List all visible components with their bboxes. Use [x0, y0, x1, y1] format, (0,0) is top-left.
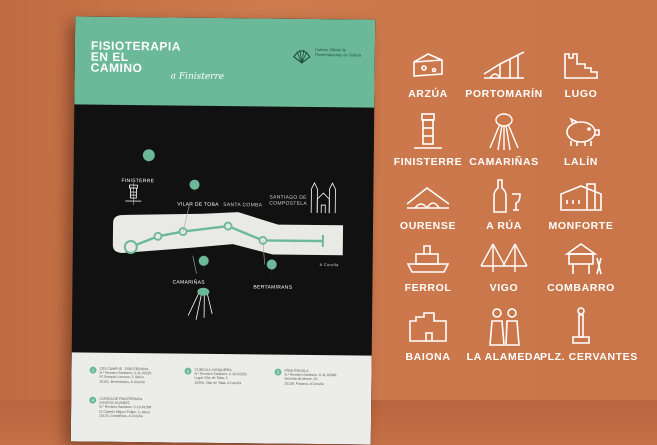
footer-3-line-4: 15138, Paizana, A Coruña — [284, 381, 324, 386]
footer-2-line-1: CLÍNICA A XUNQUEIRA — [194, 367, 232, 373]
icon-label-baiona: BAIONA — [405, 351, 451, 363]
stop-santa-comba — [225, 223, 232, 230]
icon-cell-lugo — [540, 44, 622, 100]
label-santiago-1: SANTIAGO DE — [269, 194, 307, 201]
footer-column-2 — [194, 368, 252, 385]
footer-1-line-4: 15101, Bertamiráns, A Coruña — [99, 379, 145, 384]
poster-footer — [71, 352, 372, 444]
granary-horreo-icon — [557, 238, 605, 278]
footer-1-line-3: R/ Xoaquín Lorenzo, 3. Baixo — [99, 375, 144, 380]
stop-a — [154, 233, 161, 240]
map-pin-2 — [199, 256, 209, 275]
icon-label-lugo: LUGO — [564, 88, 598, 100]
title-line-2: EN EL — [90, 49, 129, 65]
icon-label-alameda: LA ALAMEDA — [466, 351, 542, 363]
footer-number-2: 2 — [184, 368, 191, 375]
icon-label-vigo: VIGO — [489, 282, 519, 294]
footer-2-line-3: Lugar Vilar de Toba, 2 — [194, 376, 228, 381]
icon-cell-baiona — [387, 305, 469, 363]
ship-icon — [404, 238, 452, 278]
map-pin-3 — [189, 180, 199, 199]
lace-bobbins-icon — [188, 288, 212, 320]
column-monument-icon — [559, 305, 603, 347]
footer-column-4 — [99, 397, 157, 419]
pig-icon — [559, 110, 603, 152]
cathedral-icon — [311, 183, 335, 213]
icon-label-portomarin: PORTOMARÍN — [465, 88, 543, 100]
footer-4-line-4: 15125, Camariñas, A Coruña — [99, 413, 143, 418]
footer-2-line-2: N.º Rexistro Sanitario: C-10-02255 — [194, 371, 247, 377]
stop-vilar — [179, 228, 186, 235]
map-pin-4 — [143, 149, 155, 171]
icon-label-cervantes: PLZ. CERVANTES — [540, 351, 638, 363]
footer-4-line-1: CLÍNICA DE FISIOTERAPIA XOVELÍS ÁLVAREZ — [99, 396, 143, 406]
poster-subtitle: a Finisterre — [170, 71, 225, 83]
icon-cell-arua — [463, 176, 545, 232]
monastery-icon — [557, 176, 605, 216]
scallop-shell-logo-icon — [292, 45, 312, 65]
wine-bottle-glass-icon — [482, 176, 526, 216]
footer-2-line-4: 15294, Vilar de Toba, A Coruña — [194, 380, 242, 385]
label-vilar-de-toba: VILAR DE TOBA — [177, 201, 219, 208]
icon-label-lalin: LALÍN — [564, 156, 598, 168]
icon-label-camarinas: CAMARIÑAS — [469, 156, 539, 168]
icon-cell-alameda — [463, 305, 545, 363]
icon-label-arzua: ARZÚA — [408, 88, 448, 100]
suspension-bridge-icon — [479, 238, 529, 278]
cheese-icon — [406, 44, 450, 84]
icon-label-combarro: COMBARRO — [547, 282, 615, 294]
poster-header — [74, 16, 375, 107]
icon-label-arua: A RÚA — [486, 220, 522, 232]
icon-cell-portomarin — [463, 44, 545, 100]
city-wall-icon — [559, 44, 603, 84]
label-finisterre: FINISTERRE — [121, 177, 155, 185]
title-line-3: CAMINO — [90, 60, 143, 76]
route-map — [72, 104, 375, 355]
icon-cell-vigo — [463, 238, 545, 294]
icon-cell-combarro — [540, 238, 622, 294]
route-band — [113, 211, 343, 255]
footer-3-line-3: Avenida do Monte, 15 — [284, 377, 318, 382]
footer-4-line-2: N.º Rexistro Sanitario: C-10-01598 — [99, 405, 152, 410]
icon-label-monforte: MONFORTE — [548, 220, 614, 232]
footer-1-line-2: N.º Rexistro Sanitario: C-11-02225 — [99, 370, 152, 376]
title-line-1: FISIOTERAPIA — [90, 38, 182, 54]
footer-number-1: 1 — [89, 367, 96, 374]
icon-cell-ferrol — [387, 238, 469, 294]
footer-1-line-1: CES CAMPUS - FISIOTERAPIA — [99, 366, 149, 372]
poster-title — [90, 38, 241, 76]
icon-cell-lalin — [540, 110, 622, 168]
footer-number-4: 4 — [89, 397, 96, 404]
icon-cell-camarinas — [463, 110, 545, 168]
footer-number-3: 3 — [274, 369, 281, 376]
footer-column-1 — [99, 367, 157, 384]
icon-cell-ourense — [387, 176, 469, 232]
label-bertamirans: BERTAMIRANS — [253, 284, 293, 291]
footer-3-line-1: FÍSIO ÉNGOLA — [284, 368, 309, 373]
icon-cell-monforte — [540, 176, 622, 232]
label-a-coruna: A Coruña — [319, 262, 339, 268]
footer-3-line-2: N.º Rexistro Sanitario: C-11-02066 — [284, 372, 337, 378]
icon-cell-finisterre — [387, 110, 469, 168]
label-santiago-2: COMPOSTELA — [269, 200, 308, 207]
icon-cell-arzua — [387, 44, 469, 100]
footer-column-3 — [284, 369, 342, 386]
poster — [71, 16, 375, 444]
castle-icon — [404, 305, 452, 347]
label-camarinas: CAMARIÑAS — [172, 279, 205, 286]
lighthouse-icon — [406, 110, 450, 152]
icon-cell-cervantes — [540, 305, 638, 363]
map-pin-1 — [267, 259, 277, 278]
icon-label-ferrol: FERROL — [404, 282, 452, 294]
roman-bridge-icon — [403, 176, 453, 216]
poster-org-name: Colexio Oficial de Fisioterapeutas de Galicia — [314, 46, 362, 58]
route-map-drawing — [72, 104, 375, 355]
two-figures-statue-icon — [480, 305, 528, 347]
footer-4-line-3: C/ Castelo Miguel Felipe, 1, baixo — [99, 409, 150, 414]
bridge-stairs-icon — [480, 44, 528, 84]
label-santa-comba: SANTA COMBA — [223, 202, 263, 209]
icon-label-finisterre: FINISTERRE — [393, 156, 463, 168]
lace-bobbins-icon — [482, 110, 526, 152]
icon-label-ourense: OURENSE — [399, 220, 457, 232]
stop-finisterre — [125, 241, 137, 253]
